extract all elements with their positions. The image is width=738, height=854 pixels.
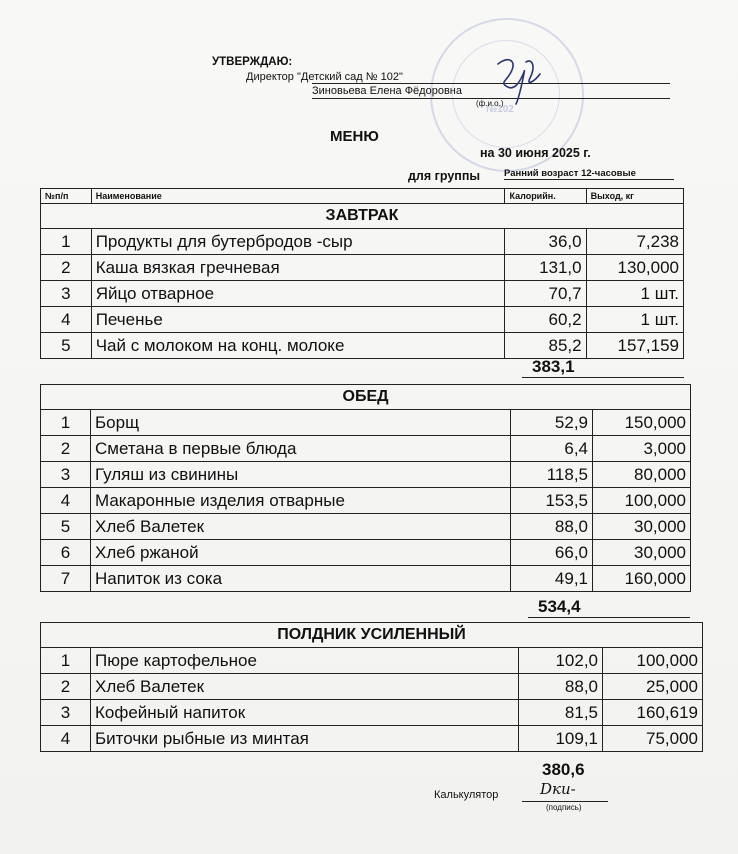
row-number: 5 — [41, 514, 91, 540]
dish-name: Гуляш из свинины — [91, 462, 511, 488]
table-row — [41, 462, 691, 488]
dish-name: Сметана в первые блюда — [91, 436, 511, 462]
table-row — [41, 488, 691, 514]
row-number: 1 — [41, 229, 92, 255]
snack-title: ПОЛДНИК УСИЛЕННЫЙ — [41, 623, 703, 648]
dish-output: 150,000 — [593, 410, 691, 436]
dish-name: Хлеб Валетек — [91, 514, 511, 540]
dish-output: 130,000 — [586, 255, 683, 281]
breakfast-table — [40, 188, 684, 359]
menu-date: на 30 июня 2025 г. — [480, 146, 591, 160]
dish-name: Чай с молоком на конц. молоке — [91, 333, 505, 359]
col-num-header: №п/п — [41, 189, 92, 204]
page-title: МЕНЮ — [330, 128, 379, 145]
table-row — [41, 566, 691, 592]
table-row — [41, 255, 684, 281]
dish-name: Хлеб Валетек — [91, 674, 519, 700]
row-number: 4 — [41, 307, 92, 333]
director-name: Зиновьева Елена Фёдоровна — [312, 85, 462, 97]
lunch-total-underline — [528, 617, 690, 618]
dish-calories: 52,9 — [511, 410, 593, 436]
section-title-row — [41, 623, 703, 648]
dish-output: 100,000 — [593, 488, 691, 514]
table-row — [41, 726, 703, 752]
dish-calories: 85,2 — [505, 333, 586, 359]
dish-name: Напиток из сока — [91, 566, 511, 592]
row-number: 3 — [41, 700, 91, 726]
row-number: 4 — [41, 726, 91, 752]
section-title-row — [41, 204, 684, 229]
stamp-number: №102 — [486, 104, 514, 115]
row-number: 5 — [41, 333, 92, 359]
dish-output: 30,000 — [593, 514, 691, 540]
table-row — [41, 540, 691, 566]
dish-calories: 153,5 — [511, 488, 593, 514]
table-row — [41, 700, 703, 726]
table-row — [41, 333, 684, 359]
row-number: 3 — [41, 281, 92, 307]
group-value: Ранний возраст 12-часовые — [504, 168, 674, 180]
dish-calories: 118,5 — [511, 462, 593, 488]
dish-name: Хлеб ржаной — [91, 540, 511, 566]
fio-caption: (ф.и.о.) — [476, 99, 504, 108]
lunch-total: 534,4 — [538, 597, 581, 616]
dish-name: Макаронные изделия отварные — [91, 488, 511, 514]
dish-name: Продукты для бутербродов -сыр — [91, 229, 505, 255]
dish-output: 1 шт. — [586, 307, 683, 333]
director-signature — [490, 52, 550, 112]
table-row — [41, 514, 691, 540]
row-number: 1 — [41, 648, 91, 674]
snack-table — [40, 622, 703, 752]
row-number: 1 — [41, 410, 91, 436]
breakfast-total-underline — [522, 377, 684, 378]
dish-name: Яйцо отварное — [91, 281, 505, 307]
table-row — [41, 281, 684, 307]
row-number: 2 — [41, 674, 91, 700]
dish-output: 80,000 — [593, 462, 691, 488]
dish-calories: 131,0 — [505, 255, 586, 281]
dish-calories: 60,2 — [505, 307, 586, 333]
group-label: для группы — [408, 169, 481, 183]
signature-underline — [522, 801, 608, 802]
dish-output: 100,000 — [603, 648, 703, 674]
dish-name: Биточки рыбные из минтая — [91, 726, 519, 752]
dish-calories: 66,0 — [511, 540, 593, 566]
dish-output: 7,238 — [586, 229, 683, 255]
dish-calories: 109,1 — [519, 726, 603, 752]
col-name-header: Наименование — [91, 189, 505, 204]
dish-name: Борщ — [91, 410, 511, 436]
dish-calories: 81,5 — [519, 700, 603, 726]
row-number: 2 — [41, 436, 91, 462]
dish-output: 75,000 — [603, 726, 703, 752]
row-number: 7 — [41, 566, 91, 592]
lunch-table — [40, 384, 691, 592]
table-row — [41, 410, 691, 436]
dish-name: Печенье — [91, 307, 505, 333]
lunch-title: ОБЕД — [41, 385, 691, 410]
director-title: Директор "Детский сад № 102" — [246, 71, 403, 83]
dish-calories: 88,0 — [511, 514, 593, 540]
row-number: 3 — [41, 462, 91, 488]
dish-output: 1 шт. — [586, 281, 683, 307]
dish-name: Каша вязкая гречневая — [91, 255, 505, 281]
table-row — [41, 229, 684, 255]
snack-total: 380,6 — [542, 760, 585, 779]
row-number: 6 — [41, 540, 91, 566]
breakfast-title: ЗАВТРАК — [41, 204, 684, 229]
breakfast-total: 383,1 — [532, 357, 575, 376]
dish-calories: 70,7 — [505, 281, 586, 307]
dish-output: 160,000 — [593, 566, 691, 592]
dish-output: 157,159 — [586, 333, 683, 359]
dish-name: Пюре картофельное — [91, 648, 519, 674]
col-calories-header: Калорийн. — [505, 189, 586, 204]
row-number: 4 — [41, 488, 91, 514]
dish-calories: 36,0 — [505, 229, 586, 255]
dish-calories: 102,0 — [519, 648, 603, 674]
section-title-row — [41, 385, 691, 410]
dish-output: 30,000 — [593, 540, 691, 566]
dish-calories: 88,0 — [519, 674, 603, 700]
signature-caption: (подпись) — [546, 803, 582, 812]
table-row — [41, 307, 684, 333]
dish-output: 3,000 — [593, 436, 691, 462]
dish-calories: 6,4 — [511, 436, 593, 462]
dish-output: 160,619 — [603, 700, 703, 726]
calculator-label: Калькулятор — [434, 789, 499, 801]
row-number: 2 — [41, 255, 92, 281]
dish-calories: 49,1 — [511, 566, 593, 592]
calculator-signature: Dки- — [540, 780, 576, 798]
table-row — [41, 674, 703, 700]
col-output-header: Выход, кг — [586, 189, 683, 204]
dish-name: Кофейный напиток — [91, 700, 519, 726]
dish-output: 25,000 — [603, 674, 703, 700]
table-row — [41, 648, 703, 674]
approve-label: УТВЕРЖДАЮ: — [212, 56, 293, 68]
table-header-row — [41, 189, 684, 204]
table-row — [41, 436, 691, 462]
